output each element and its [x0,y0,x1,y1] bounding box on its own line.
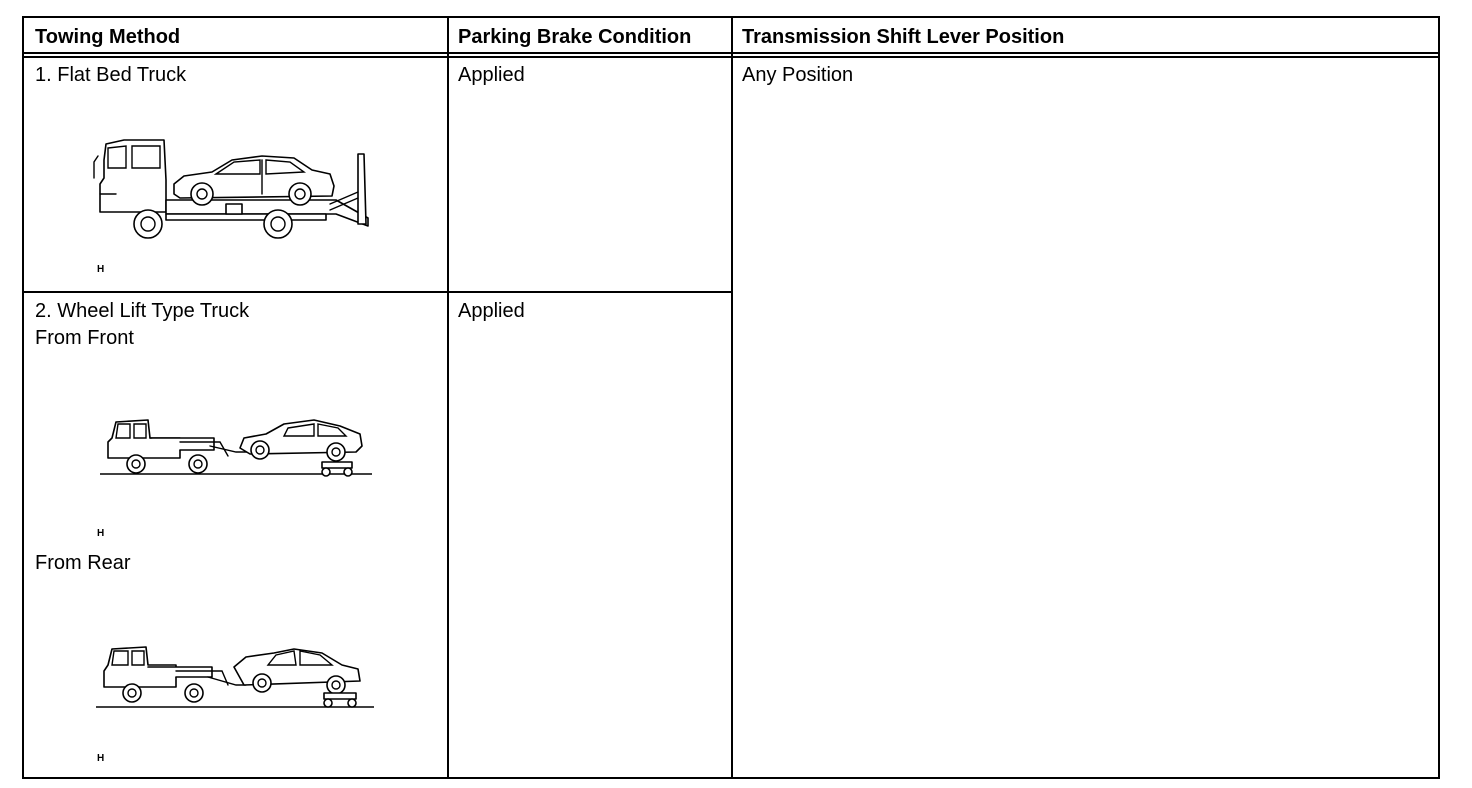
row2-method: 2. Wheel Lift Type Truck [35,300,250,322]
column-divider-1 [447,18,449,777]
row1-brake: Applied [458,64,525,86]
shift-lever-value: Any Position [742,64,854,86]
row2-brake: Applied [458,300,525,322]
header-divider [24,52,1438,54]
row1-method: 1. Flat Bed Truck [35,64,187,86]
flatbed-truck-illustration [86,134,386,244]
header-divider-double [24,56,1438,58]
figure-mark-flatbed: H [97,264,105,275]
wheel-lift-rear-illustration [96,645,376,709]
header-shift-lever: Transmission Shift Lever Position [742,26,1065,48]
figure-mark-front: H [97,528,105,539]
figure-mark-rear: H [97,753,105,764]
row2-sub-rear: From Rear [35,552,131,574]
column-divider-2 [731,18,733,777]
wheel-lift-front-illustration [100,416,374,480]
header-towing-method: Towing Method [35,26,181,48]
row2-sub-front: From Front [35,327,134,349]
header-parking-brake: Parking Brake Condition [458,26,692,48]
towing-table [22,16,1440,779]
row-divider [24,291,733,293]
